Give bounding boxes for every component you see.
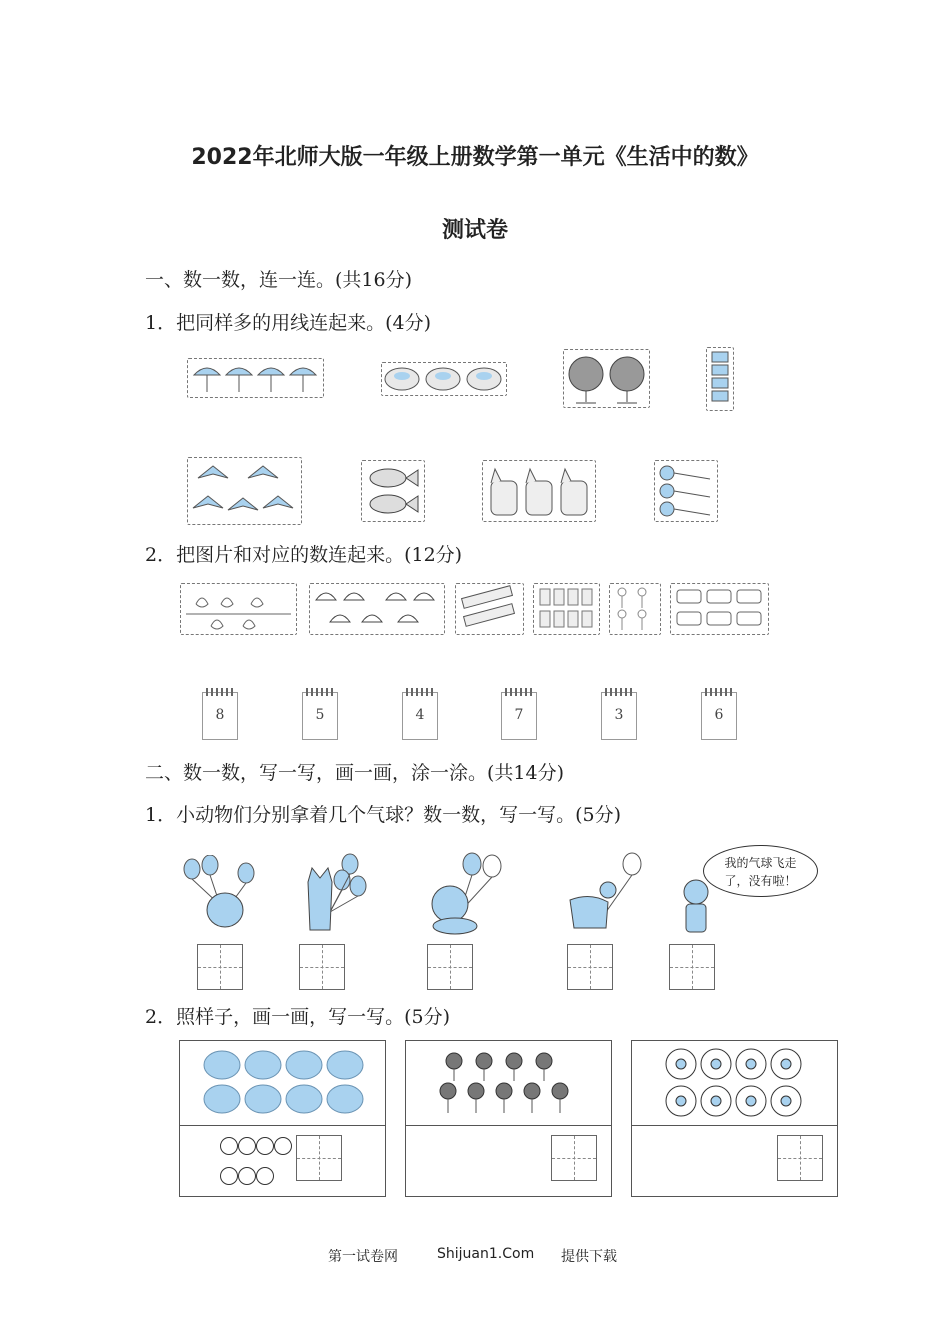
section1-q2: 2．把图片和对应的数连起来。(12分) — [145, 544, 463, 566]
answer-grid[interactable] — [299, 944, 345, 990]
duck-icon — [181, 584, 296, 634]
cat-icon — [483, 461, 595, 521]
section1-heading: 一、数一数，连一连。(共16分) — [145, 269, 413, 291]
bird-icon — [188, 458, 301, 524]
figure-group — [609, 583, 661, 635]
footer-site-en: Shijuan1.Com — [437, 1246, 535, 1262]
section1-q1: 1．把同样多的用线连起来。(4分) — [145, 312, 432, 334]
number-card[interactable]: 5 — [302, 692, 338, 740]
hedgehog-balloon-icon — [180, 855, 270, 935]
answer-grid[interactable] — [567, 944, 613, 990]
stack-icon — [707, 348, 733, 410]
number-card[interactable]: 6 — [701, 692, 737, 740]
number-card[interactable]: 7 — [501, 692, 537, 740]
circle-mark — [238, 1167, 256, 1185]
footer-site-cn: 第一试卷网 — [328, 1249, 398, 1265]
pipe-group — [455, 583, 524, 635]
football-icon — [664, 1047, 809, 1119]
page-subtitle: 测试卷 — [441, 218, 508, 243]
bread-icon — [382, 363, 506, 395]
bird-group — [187, 457, 302, 525]
bottle-icon — [534, 584, 599, 634]
umbrella-icon — [188, 359, 323, 397]
circle-mark — [256, 1137, 274, 1155]
mushroom-icon — [310, 584, 444, 634]
duck-group — [180, 583, 297, 635]
stacked-items-group — [706, 347, 734, 411]
section2-q1: 1．小动物们分别拿着几个气球？数一数，写一写。(5分) — [145, 804, 622, 826]
car-icon — [671, 584, 768, 634]
deer-balloon-icon — [560, 852, 650, 937]
figure-icon — [610, 584, 660, 634]
footer-provided: 提供下载 — [561, 1249, 617, 1265]
bottle-group — [533, 583, 600, 635]
number-card[interactable]: 4 — [402, 692, 438, 740]
sunflower-panel — [405, 1040, 612, 1197]
lion-balloon-icon — [420, 852, 510, 937]
lollipop-group — [654, 460, 718, 522]
globe-icon — [564, 350, 649, 407]
umbrella-group — [187, 358, 324, 398]
circle-mark — [220, 1167, 238, 1185]
answer-grid[interactable] — [777, 1135, 823, 1181]
answer-grid[interactable] — [427, 944, 473, 990]
circle-mark — [256, 1167, 274, 1185]
cat-group — [482, 460, 596, 522]
fish-group — [361, 460, 425, 522]
fox-balloon-icon — [290, 852, 370, 937]
number-card[interactable]: 3 — [601, 692, 637, 740]
tomato-icon — [200, 1047, 370, 1119]
answer-grid[interactable] — [197, 944, 243, 990]
number-card[interactable]: 8 — [202, 692, 238, 740]
pipe-icon — [456, 584, 523, 634]
sunflower-icon — [438, 1049, 578, 1119]
answer-grid[interactable] — [669, 944, 715, 990]
lollipop-icon — [655, 461, 717, 521]
circle-mark — [238, 1137, 256, 1155]
tomato-panel — [179, 1040, 386, 1197]
page-title: 2022年北师大版一年级上册数学第一单元《生活中的数》 — [191, 145, 759, 170]
circle-mark — [220, 1137, 238, 1155]
fish-icon — [362, 461, 424, 521]
answer-grid[interactable] — [551, 1135, 597, 1181]
football-panel — [631, 1040, 838, 1197]
car-group — [670, 583, 769, 635]
section2-q2: 2．照样子，画一画，写一写。(5分) — [145, 1006, 451, 1028]
globe-group — [563, 349, 650, 408]
answer-grid[interactable] — [296, 1135, 342, 1181]
circle-mark — [274, 1137, 292, 1155]
section2-heading: 二、数一数，写一写，画一画，涂一涂。(共14分) — [145, 762, 565, 784]
bread-group — [381, 362, 507, 396]
speech-bubble: 我的气球飞走了，没有啦！ — [703, 845, 818, 897]
mushroom-group — [309, 583, 445, 635]
tiger-icon — [676, 878, 716, 938]
